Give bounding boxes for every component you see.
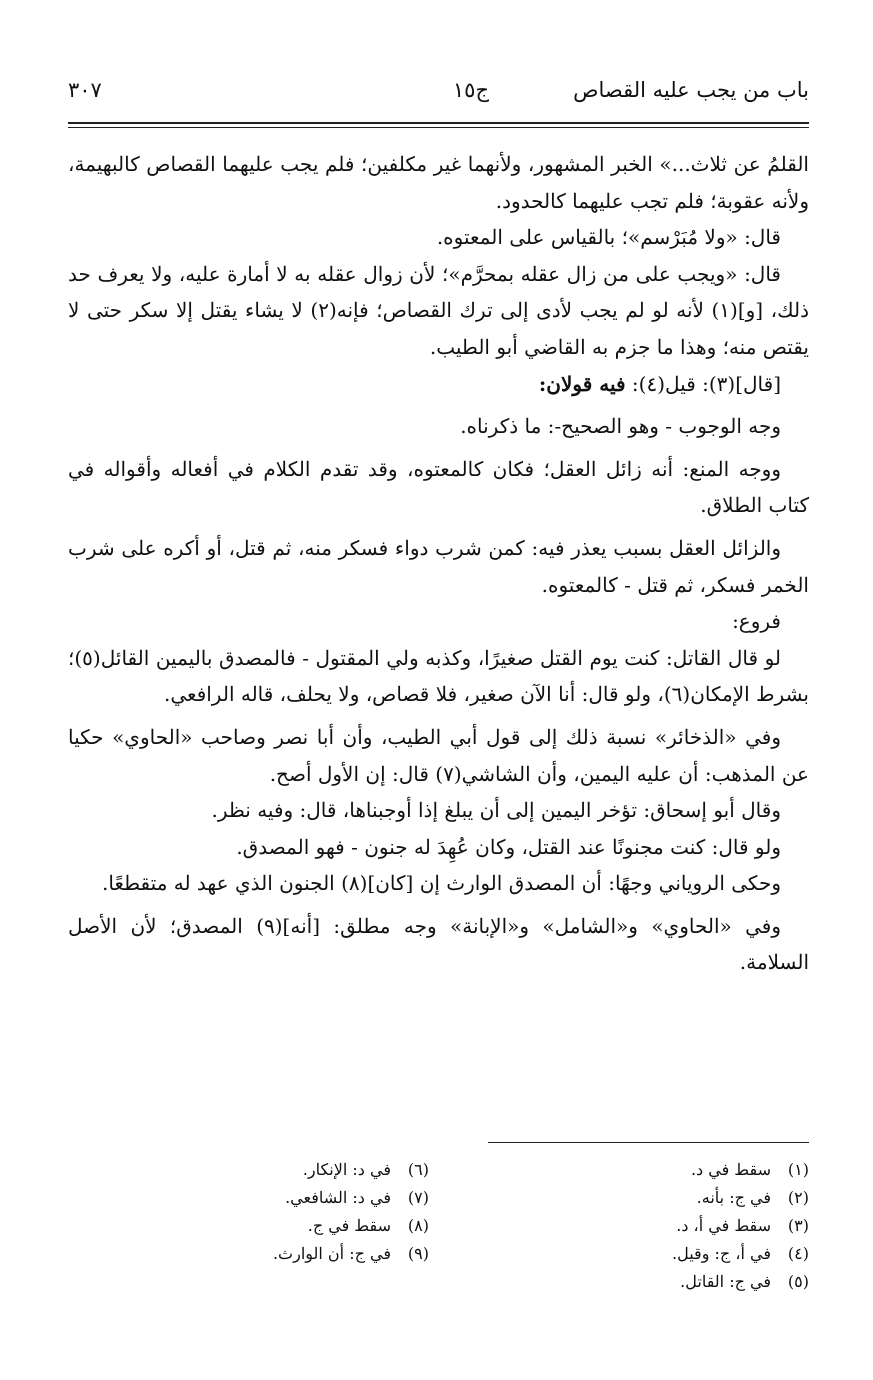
footnote-number: (٨) (407, 1216, 429, 1235)
paragraph: وفي «الحاوي» و«الشامل» و«الإبانة» وجه مطلق: [أنه](٩) المصدق؛ لأن الأصل السلامة. (68, 913, 809, 975)
header-rule-thin (68, 127, 809, 128)
footnote-number: (٤) (787, 1244, 809, 1263)
footnote-text: في د: الشافعي. (285, 1188, 391, 1207)
main-text (68, 146, 809, 981)
footnote (129, 1212, 429, 1240)
footnote-text: في د: الإنكار. (302, 1160, 391, 1179)
paragraph: وحكى الروياني وجهًا: أن المصدق الوارث إن [كان](٨) الجنون الذي عهد له متقطعًا. (102, 871, 781, 896)
page-number: ٣٠٧ (68, 78, 102, 102)
footnote-number: (١) (787, 1160, 809, 1179)
paragraph: ووجه المنع: أنه زائل العقل؛ فكان كالمعتوه، وقد تقدم الكلام في أفعاله وأقواله في كتاب الطلاق. (68, 456, 809, 518)
footnote (129, 1184, 429, 1212)
page-header (68, 78, 809, 118)
paragraph: القلمُ عن ثلاث...» الخبر المشهور، ولأنهما غير مكلفين؛ فلم يجب عليهما القصاص كالبهيمة، ولأنه عقوبة؛ فلم تجب عليهما كالحدود. (68, 152, 809, 213)
paragraph-bold: فيه قولان: (538, 371, 626, 396)
paragraph-lead: [قال](٣): قيل(٤): (631, 371, 781, 396)
footnote-text: في ج: القاتل. (680, 1272, 771, 1291)
paragraph: لو قال القاتل: كنت يوم القتل صغيرًا، وكذبه ولي المقتول - فالمصدق باليمين القائل(٥)؛ بشرط الإمكان(٦)، ولو قال: أنا الآن صغير، فلا قصاص، ولا يحلف، قاله الرافعي. (68, 645, 809, 707)
paragraph: قال: «ويجب على من زال عقله بمحرَّم»؛ لأن زوال عقله به لا أمارة عليه، ولا يعرف حد ذلك، [و](١) لأنه لو لم يجب لأدى إلى ترك القصاص؛ فإنه(٢) لا يشاء يقتل إلا سكر حتى لا يقتص منه؛ وهذا ما جزم به القاضي أبو الطيب. (68, 261, 809, 359)
paragraph: ولو قال: كنت مجنونًا عند القتل، وكان عُهِدَ له جنون - فهو المصدق. (236, 834, 781, 859)
footnote-text: في أ، ج: وقيل. (672, 1244, 771, 1263)
chapter-title: باب من يجب عليه القصاص (573, 78, 809, 102)
footnote-number: (٦) (407, 1160, 429, 1179)
footnotes-column-right (509, 1156, 809, 1296)
footnote (129, 1156, 429, 1184)
paragraph: وقال أبو إسحاق: تؤخر اليمين إلى أن يبلغ إذا أوجبناها، قال: وفيه نظر. (211, 798, 781, 823)
footnote (509, 1268, 809, 1296)
footnote-number: (٧) (407, 1188, 429, 1207)
footnote-text: في ج: بأنه. (696, 1188, 771, 1207)
footnotes-column-left (129, 1156, 429, 1268)
paragraph: قال: «ولا مُبَرْسم»؛ بالقياس على المعتوه. (436, 225, 781, 250)
footnote (509, 1240, 809, 1268)
footnote-number: (٥) (787, 1272, 809, 1291)
footnote (129, 1240, 429, 1268)
footnote-text: في ج: أن الوارث. (272, 1244, 391, 1263)
paragraph: وفي «الذخائر» نسبة ذلك إلى قول أبي الطيب، وأن أبا نصر وصاحب «الحاوي» حكيا عن المذهب: أن عليه اليمين، وأن الشاشي(٧) قال: إن الأول أصح. (68, 724, 809, 786)
paragraph (68, 366, 809, 403)
volume-label: ج١٥ (452, 78, 489, 102)
paragraph: وجه الوجوب - وهو الصحيح-: ما ذكرناه. (460, 414, 781, 439)
footnote-text: سقط في د. (690, 1160, 771, 1179)
footnote-text: سقط في أ، د. (676, 1216, 771, 1235)
footnote-number: (٢) (787, 1188, 809, 1207)
footnote-number: (٣) (787, 1216, 809, 1235)
footnote (509, 1212, 809, 1240)
footnote (509, 1184, 809, 1212)
paragraph: فروع: (732, 609, 781, 634)
footnote-number: (٩) (407, 1244, 429, 1263)
footnote-text: سقط في ج. (307, 1216, 391, 1235)
header-rule-thick (68, 122, 809, 124)
footnote (509, 1156, 809, 1184)
paragraph: والزائل العقل بسبب يعذر فيه: كمن شرب دواء فسكر منه، ثم قتل، أو أكره على شرب الخمر فسكر، ثم قتل - كالمعتوه. (68, 535, 809, 597)
footnote-rule (488, 1142, 809, 1143)
